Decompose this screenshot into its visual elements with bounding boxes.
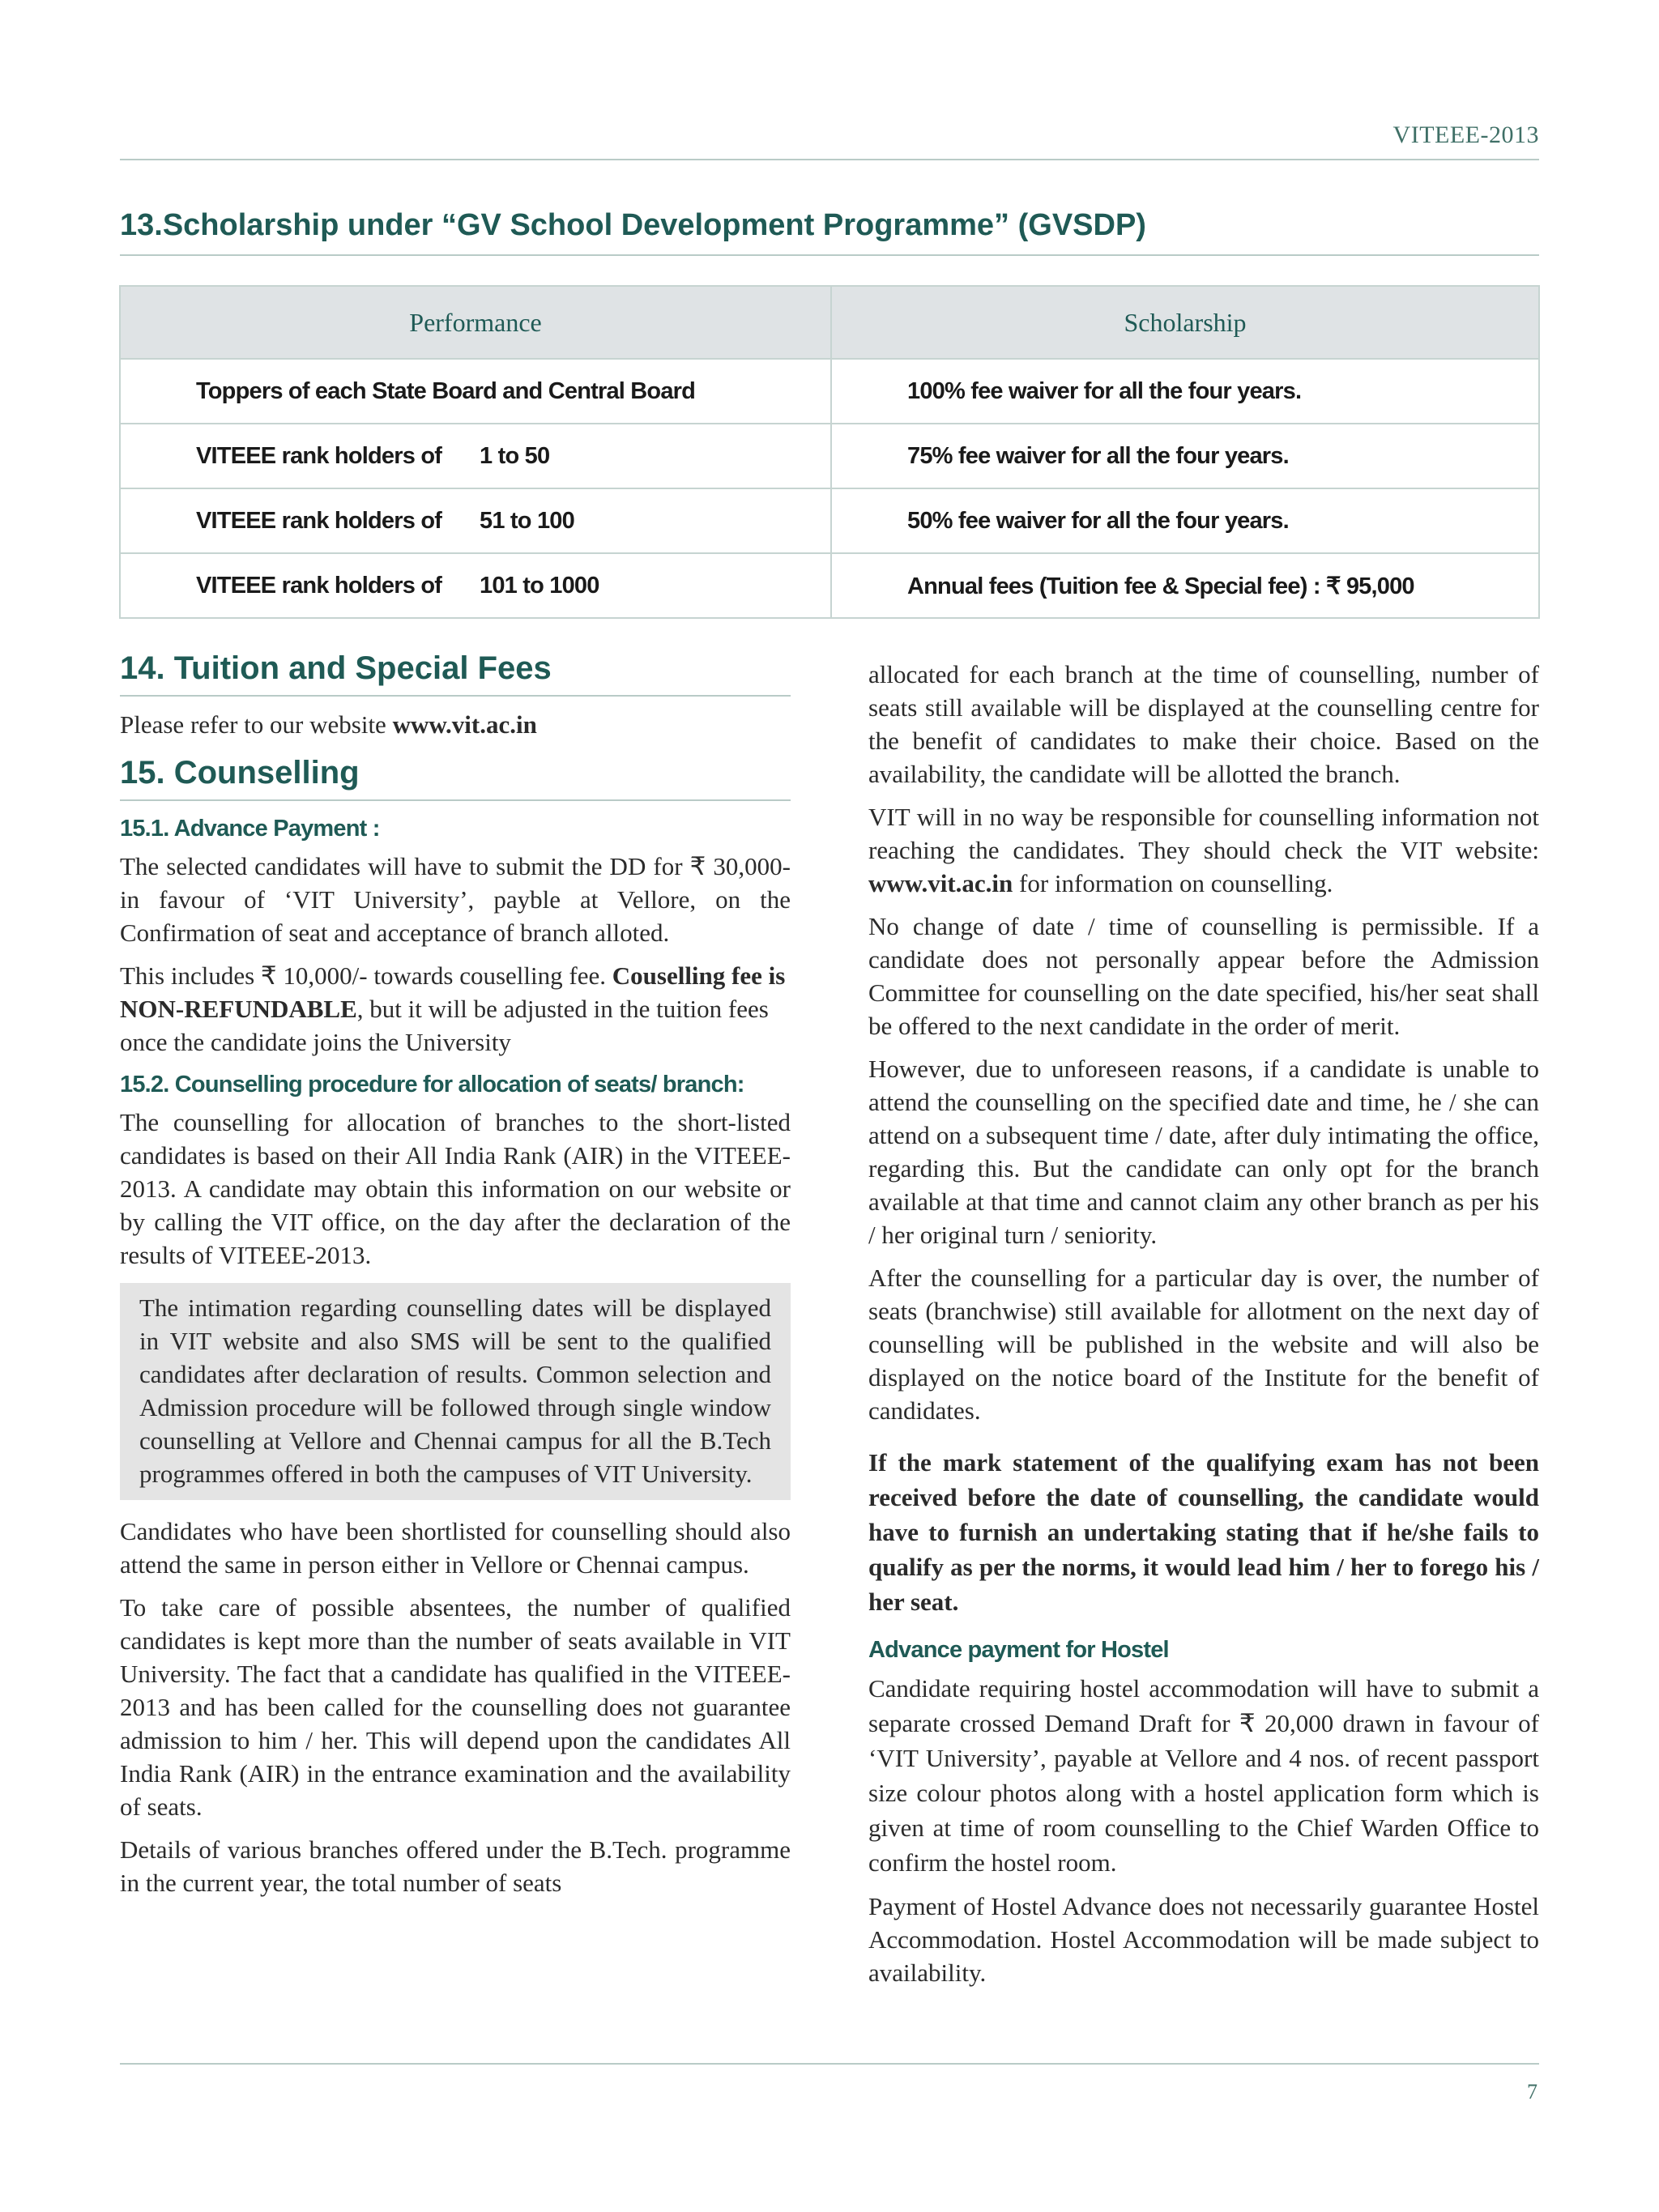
rank-label: VITEEE rank holders of bbox=[196, 442, 442, 469]
branches-para: Details of various branches offered under the B.Tech. programme in the current year, the total number of seats bbox=[120, 1835, 791, 1897]
table-header-row bbox=[120, 286, 1539, 359]
counselling-fee-para bbox=[120, 959, 791, 1059]
table-cell-performance bbox=[120, 424, 831, 488]
intimation-notice-box bbox=[120, 1283, 791, 1500]
rank-range: 51 to 100 bbox=[480, 507, 574, 534]
table-row bbox=[120, 553, 1539, 618]
section-15-rule bbox=[120, 799, 791, 801]
scholarship-table bbox=[119, 285, 1540, 619]
website-link[interactable]: www.vit.ac.in bbox=[392, 710, 537, 739]
hostel-payment-para: Candidate requiring hostel accommodation will have to submit a separate crossed Demand Draft for ₹ 20,000 drawn in favour of ‘VIT University’, payable at Vellore and 4 nos. of recent passport size colour photos along with a hostel application form which is given at time of room counselling to the Chief Warden Office to confirm the hostel room. bbox=[868, 1674, 1539, 1877]
section-14-text-lead: Please refer to our website bbox=[120, 710, 393, 739]
rank-label: VITEEE rank holders of bbox=[196, 572, 442, 599]
right-column bbox=[868, 658, 1539, 1999]
header-rule bbox=[120, 159, 1539, 160]
table-cell-performance bbox=[120, 488, 831, 553]
section-13-rule bbox=[120, 254, 1539, 256]
table-header-scholarship: Scholarship bbox=[831, 286, 1539, 359]
section-14-text bbox=[120, 708, 791, 741]
mark-statement-para: If the mark statement of the qualifying exam has not been received before the date of counselling, the candidate would have to furnish an undertaking stating that if he/she fails to qualify as per the norms, it would lead him / her to forego his / her seat. bbox=[868, 1448, 1539, 1616]
shortlisted-para: Candidates who have been shortlisted for counselling should also attend the same in person either in Vellore or Chennai campus. bbox=[120, 1517, 791, 1579]
absentees-para: To take care of possible absentees, the number of qualified candidates is kept more than the number of seats available in VIT University. The fact that a candidate has qualified in the VITEEE-2013 and has been called for the counselling does not guarantee admission to him / her. This will depend upon the candidates All India Rank (AIR) in the entrance examination and the availability of seats. bbox=[120, 1593, 791, 1821]
responsibility-lead: VIT will in no way be responsible for counselling information not reaching the candidates. They should check the VIT website: bbox=[868, 803, 1539, 864]
table-cell-scholarship: 75% fee waiver for all the four years. bbox=[831, 424, 1539, 488]
left-column bbox=[120, 648, 791, 1909]
website-link[interactable]: www.vit.ac.in bbox=[868, 869, 1013, 897]
header-doc-title: VITEEE-2013 bbox=[1392, 121, 1539, 148]
section-14-rule bbox=[120, 695, 791, 697]
section-13-title: 13.Scholarship under “GV School Development Programme” (GVSDP) bbox=[120, 208, 1146, 242]
section-14-title: 14. Tuition and Special Fees bbox=[120, 650, 552, 686]
non-refundable-note: Couselling fee is NON-REFUNDABLE bbox=[120, 961, 786, 1023]
rank-label: Toppers of each State Board and Central Board bbox=[196, 377, 696, 404]
procedure-para: The counselling for allocation of branches to the short-listed candidates is based on their All India Rank (AIR) in the VITEEE-2013. A candidate may obtain this information on our website or by calling the VIT office, on the day after the declaration of the results of VITEEE-2013. bbox=[120, 1108, 791, 1269]
intimation-notice-text: The intimation regarding counselling dates will be displayed in VIT website and also SMS will be sent to the qualified candidates after declaration of results. Common selection and Admission procedure will be followed through single window counselling at Vellore and Chennai campus for all the B.Tech programmes offered in both the campuses of VIT University. bbox=[139, 1294, 771, 1488]
allocation-para: allocated for each branch at the time of counselling, number of seats still available will be displayed at the counselling centre for the benefit of candidates to make their choice. Based on the availability, the candidate will be allotted the branch. bbox=[868, 660, 1539, 788]
page-number: 7 bbox=[1527, 2080, 1537, 2103]
advance-payment-heading: 15.1. Advance Payment : bbox=[120, 816, 380, 842]
rank-label: VITEEE rank holders of bbox=[196, 507, 442, 534]
counselling-fee-lead: This includes ₹ 10,000/- towards couselling fee. bbox=[120, 961, 612, 990]
table-cell-performance bbox=[120, 359, 831, 424]
table-row bbox=[120, 424, 1539, 488]
table-row bbox=[120, 359, 1539, 424]
hostel-heading: Advance payment for Hostel bbox=[868, 1637, 1169, 1663]
rank-range: 1 to 50 bbox=[480, 442, 550, 469]
counselling-fee-tail: , but it will be adjusted in the tuition fees once the candidate joins the University bbox=[120, 995, 769, 1056]
table-cell-scholarship: Annual fees (Tuition fee & Special fee) : ₹ 95,000 bbox=[831, 553, 1539, 618]
table-cell-performance bbox=[120, 553, 831, 618]
procedure-heading: 15.2. Counselling procedure for allocation of seats/ branch: bbox=[120, 1072, 744, 1097]
section-15-title: 15. Counselling bbox=[120, 755, 360, 791]
table-row bbox=[120, 488, 1539, 553]
footer-rule bbox=[120, 2063, 1539, 2065]
no-change-para: No change of date / time of counselling is permissible. If a candidate does not personally appear before the Admission Committee for counselling on the date specified, his/her seat shall be offered to the next candidate in the order of merit. bbox=[868, 912, 1539, 1040]
table-cell-scholarship: 50% fee waiver for all the four years. bbox=[831, 488, 1539, 553]
seats-available-para: After the counselling for a particular day is over, the number of seats (branchwise) still available for allotment on the next day of counselling will be published in the website and will also be displayed on the notice board of the Institute for the benefit of candidates. bbox=[868, 1264, 1539, 1425]
table-cell-scholarship: 100% fee waiver for all the four years. bbox=[831, 359, 1539, 424]
hostel-guarantee-para: Payment of Hostel Advance does not necessarily guarantee Hostel Accommodation. Hostel Accommodation will be made subject to availability. bbox=[868, 1892, 1539, 1987]
advance-payment-para: The selected candidates will have to submit the DD for ₹ 30,000- in favour of ‘VIT University’, payble at Vellore, on the Confirmation of seat and acceptance of branch alloted. bbox=[120, 852, 791, 947]
table-header-performance: Performance bbox=[120, 286, 831, 359]
responsibility-para bbox=[868, 800, 1539, 900]
responsibility-tail: for information on counselling. bbox=[1013, 869, 1333, 897]
unforeseen-para: However, due to unforeseen reasons, if a candidate is unable to attend the counselling on the specified date and time, he / she can attend on a subsequent time / date, after duly intimating the office, regarding this. But the candidate can only opt for the branch available at that time and cannot claim any other branch as per his / her original turn / seniority. bbox=[868, 1055, 1539, 1249]
rank-range: 101 to 1000 bbox=[480, 572, 599, 599]
